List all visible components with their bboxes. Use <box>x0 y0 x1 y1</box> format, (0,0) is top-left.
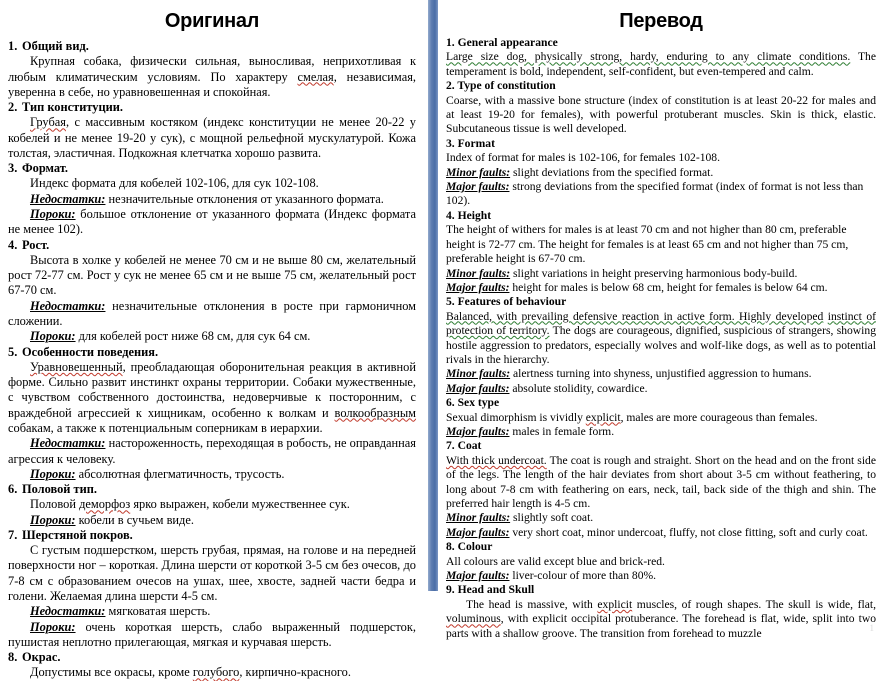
fault-label: Major faults: <box>446 525 510 539</box>
fault-label: Пороки: <box>30 206 76 221</box>
original-column <box>0 0 428 680</box>
translation-fault-entry: Major faults: strong deviations from the specified format (index of format is not less than 102). <box>446 180 864 208</box>
translation-fault-entry: Minor faults: alertness turning into shyness, unjustified aggression to humans. <box>446 367 812 381</box>
original-paragraph: Половой деморфоз ярко выражен, кобели мужественнее сук. <box>30 497 350 512</box>
translation-paragraph: The head is massive, with explicit muscles, of rough shapes. The skull is wide, flat, voluminous, with explicit occipital protuberance. The forehead is flat, wide, split into two parts with a shallow groove. The transition from forehead to muzzle <box>446 597 876 640</box>
original-fault-entry: Пороки: очень короткая шерсть, слабо выраженный подшерсток, пушистая неплотно прилегающая, мягкая и курчавая шерсть. <box>8 619 416 649</box>
translation-fault-entry: Minor faults: slight deviations from the specified format. <box>446 165 714 179</box>
translation-column-title: Перевод <box>619 10 703 32</box>
translation-fault-entry: Minor faults: slightly soft coat. <box>446 511 594 525</box>
fault-label: Major faults: <box>446 280 510 294</box>
fault-label: Пороки: <box>30 466 76 481</box>
original-column-title: Оригинал <box>164 10 260 32</box>
translation-section-heading: 1. General appearance <box>446 36 558 49</box>
page-number: 1 <box>869 623 874 633</box>
original-fault-entry: Пороки: абсолютная флегматичность, трусость. <box>30 466 285 481</box>
translation-section-heading: 3. Format <box>446 136 495 150</box>
fault-label: Недостатки: <box>30 436 106 451</box>
translation-section-heading: 4. Height <box>446 208 492 222</box>
fault-label: Minor faults: <box>446 511 511 525</box>
original-fault-entry: Пороки: большое отклонение от указанного формата (Индекс формата не менее 102). <box>8 206 416 237</box>
translation-paragraph: The height of withers for males is at least 70 cm and not higher than 80 cm, preferable height is 72-77 cm. The height for females is at least 65 cm and not higher than 75 cm, preferable height is 67-70 cm. <box>446 223 849 266</box>
translation-paragraph: Sexual dimorphism is vividly explicit, males are more courageous than females. <box>446 410 818 424</box>
translation-section-heading: 5. Features of behaviour <box>446 295 567 309</box>
translation-paragraph: All colours are valid except blue and brick-red. <box>446 554 665 568</box>
original-fault-entry: Недостатки: мягковатая шерсть. <box>30 604 211 619</box>
column-divider <box>428 0 438 591</box>
fault-label: Major faults: <box>446 424 510 438</box>
original-paragraph: Грубая, с массивным костяком (индекс конституции не менее 20-22 у кобелей и не менее 19-20 у сук), с мощной рельефной мускулатурой. Кожа толстая, эластичная. Подкожная клетчатка хорошо развита. <box>8 115 416 160</box>
section-number: 7. <box>8 527 18 542</box>
original-fault-entry: Недостатки: незначительные отклонения от указанного формата. <box>30 191 384 206</box>
fault-label: Недостатки: <box>30 298 106 313</box>
translation-section-heading: 9. Head and Skull <box>446 583 535 597</box>
translation-paragraph: With thick undercoat. The coat is rough and straight. Short on the head and on the front side of the legs. The length of the hair deviates from short about 3-5 cm without feathering, to long about 7-8 cm with feathering on ears, neck, tail, back side of the thigh and shin. The preferred hair length is 4-5 cm. <box>446 453 876 510</box>
translation-section-heading: 6. Sex type <box>446 396 500 410</box>
original-section-heading: 4. Рост. <box>8 237 50 252</box>
translation-fault-entry: Minor faults: slight variations in height preserving harmonious body-build. <box>446 266 798 280</box>
translation-fault-entry: Major faults: liver-colour of more than 80%. <box>446 569 657 583</box>
translation-paragraph: Coarse, with a massive bone structure (index of constitution is at least 20-22 for males and at least 19-20 for females), with powerful protuberant muscles. Skin is thick, elastic. Subcutaneous tissue is well developed. <box>446 93 876 136</box>
translation-paragraph: Large size dog, physically strong, hardy, enduring to any climate conditions. The temperament is bold, independent, self-confident, but even-tempered and calm. <box>446 50 876 78</box>
translation-fault-entry: Major faults: males in female form. <box>446 424 615 438</box>
original-section-heading: 2. Тип конституции. <box>8 100 124 115</box>
original-paragraph: С густым подшерстком, шерсть грубая, прямая, на голове и на передней поверхности ног – короткая. Длина шерсти от короткой 3-5 см без очесов, до 7-8 см с образованием очесов на ушах, шее, хвосте, задней части бедра и голени. Желаемая длина шерсти 4-5 см. <box>8 543 416 604</box>
original-paragraph: Допустимы все окрасы, кроме голубого, кирпично-красного. <box>30 665 351 680</box>
original-fault-entry: Пороки: кобели в сучьем виде. <box>30 512 194 527</box>
original-paragraph: Уравновешенный, преобладающая оборонительная реакция в активной форме. Сильно развит инстинкт охраны территории. Собаки мужественные, с чувством собственного достоинства, недоверчивые к посторонним, с враждебной агрессией к хищникам, особенно к волкам и волкообразным собакам, а также к потенциальным соперникам в иерархии. <box>8 359 416 435</box>
original-fault-entry: Недостатки: незначительные отклонения в росте при гармоничном сложении. <box>8 298 416 328</box>
original-section-heading: 6. Половой тип. <box>8 482 98 497</box>
section-number: 3. <box>8 161 18 176</box>
original-section-heading: 3. Формат. <box>8 161 69 176</box>
section-number: 5. <box>8 344 18 359</box>
fault-label: Недостатки: <box>30 191 106 206</box>
original-fault-entry: Пороки: для кобелей рост ниже 68 см, для сук 64 см. <box>30 329 311 344</box>
fault-label: Пороки: <box>30 329 76 344</box>
original-section-heading: 5. Особенности поведения. <box>8 344 159 359</box>
translation-section-heading: 8. Colour <box>446 540 493 554</box>
original-section-heading: 7. Шерстяной покров. <box>8 527 133 542</box>
original-paragraph: Высота в холке у кобелей не менее 70 см и не выше 80 см, желательный рост 72-77 см. Рост у сук не менее 65 см и не выше 75 см, желательный рост 67-70 см. <box>8 252 416 298</box>
section-number: 1. <box>8 39 18 53</box>
fault-label: Пороки: <box>30 512 76 527</box>
section-number: 6. <box>8 482 18 497</box>
original-paragraph: Крупная собака, физически сильная, выносливая, неприхотливая к любым климатическим условиям. По характеру смелая, независимая, уверенна в себе, но уравновешенная и спокойная. <box>8 54 416 99</box>
translation-section-heading: 2. Type of constitution <box>446 79 556 93</box>
fault-label: Minor faults: <box>446 165 511 179</box>
original-section-heading: 1. Общий вид. <box>8 39 89 53</box>
fault-label: Minor faults: <box>446 367 511 381</box>
original-column-body <box>8 39 416 681</box>
fault-label: Minor faults: <box>446 266 511 280</box>
translation-fault-entry: Major faults: height for males is below 68 cm, height for females is below 64 cm. <box>446 280 828 294</box>
fault-label: Пороки: <box>30 619 76 634</box>
section-number: 2. <box>8 100 18 115</box>
translation-section-heading: 7. Coat <box>446 439 482 453</box>
fault-label: Major faults: <box>446 569 510 583</box>
translation-column <box>438 0 886 639</box>
translation-fault-entry: Major faults: very short coat, minor undercoat, fluffy, not close fitting, soft and curly coat. <box>446 525 868 539</box>
translation-fault-entry: Major faults: absolute stolidity, cowardice. <box>446 381 648 395</box>
original-paragraph: Индекс формата для кобелей 102-106, для сук 102-108. <box>30 176 319 191</box>
original-section-heading: 8. Окрас. <box>8 650 61 665</box>
section-number: 8. <box>8 650 18 665</box>
section-number: 4. <box>8 237 18 252</box>
fault-label: Major faults: <box>446 180 510 194</box>
fault-label: Major faults: <box>446 381 510 395</box>
original-fault-entry: Недостатки: настороженность, переходящая в робость, не оправданная агрессия к человеку. <box>8 436 416 466</box>
translation-paragraph: Index of format for males is 102-106, for females 102-108. <box>446 151 720 165</box>
translation-paragraph: Balanced, with prevailing defensive reaction in active form. Highly developed instinct of protection of territory. The dogs are courageous, dignified, suspicious of strangers, showing hostile aggression to predators, especially wolves and wolf-like dogs, as well as to potential rivals in the hierarchy. <box>446 309 876 366</box>
fault-label: Недостатки: <box>30 604 106 619</box>
translation-column-body <box>446 36 876 641</box>
